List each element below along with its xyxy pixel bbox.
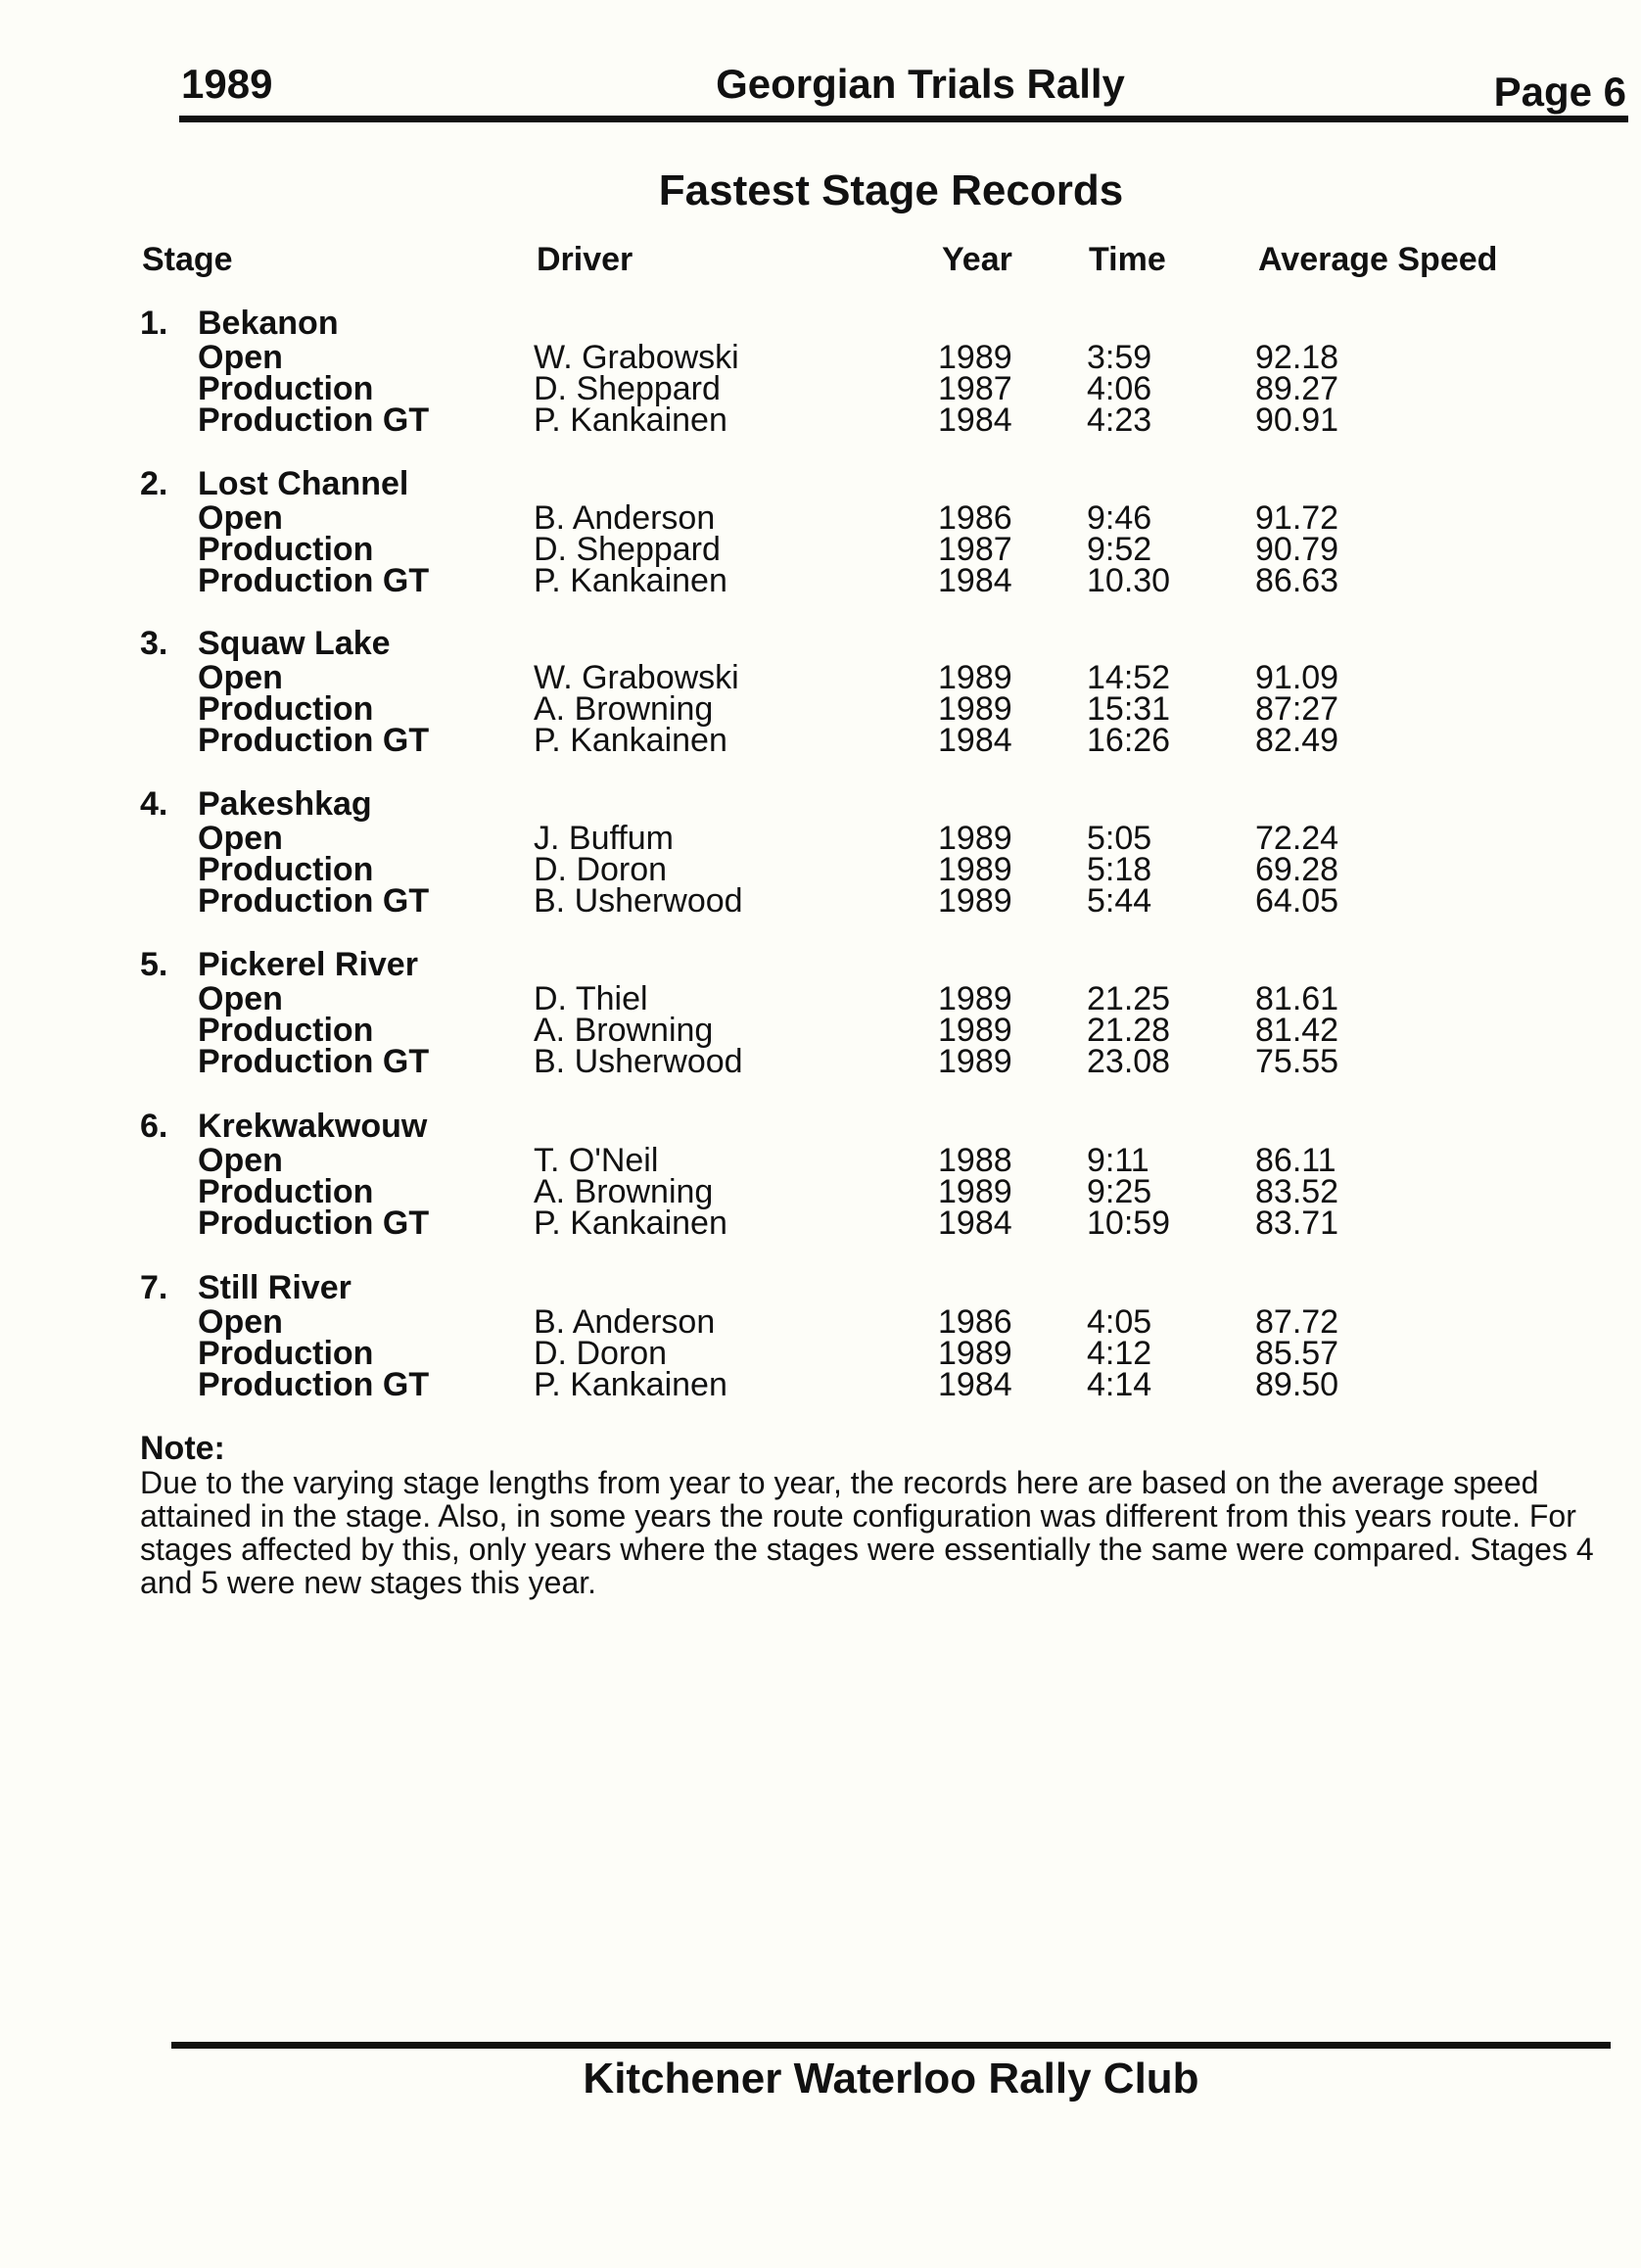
- record-year: 1989: [938, 1043, 1012, 1080]
- average-speed: 91.09: [1255, 659, 1339, 696]
- record-year: 1989: [938, 659, 1012, 696]
- record-year: 1989: [938, 882, 1012, 920]
- class-label: Production GT: [198, 1205, 430, 1242]
- average-speed: 64.05: [1255, 882, 1339, 920]
- table-row: [0, 1366, 1641, 1403]
- stage-time: 4:12: [1087, 1335, 1152, 1372]
- column-header-time: Time: [1089, 241, 1166, 278]
- average-speed: 75.55: [1255, 1043, 1339, 1080]
- record-year: 1989: [938, 820, 1012, 857]
- class-label: Production GT: [198, 1366, 430, 1403]
- class-label: Production GT: [198, 722, 430, 759]
- record-year: 1989: [938, 690, 1012, 728]
- average-speed: 81.61: [1255, 980, 1339, 1017]
- class-label: Open: [198, 659, 283, 696]
- average-speed: 85.57: [1255, 1335, 1339, 1372]
- class-label: Open: [198, 1303, 283, 1341]
- stage-time: 5:18: [1087, 851, 1152, 888]
- stage-time: 23.08: [1087, 1043, 1171, 1080]
- driver-name: B. Usherwood: [534, 882, 743, 920]
- driver-name: T. O'Neil: [534, 1142, 659, 1179]
- class-label: Production: [198, 1012, 374, 1049]
- stage-name: Still River: [198, 1269, 352, 1306]
- stage-name: Krekwakwouw: [198, 1108, 428, 1145]
- class-label: Open: [198, 339, 283, 376]
- record-year: 1989: [938, 1173, 1012, 1210]
- footer-club-name: Kitchener Waterloo Rally Club: [583, 2055, 1199, 2103]
- driver-name: D. Sheppard: [534, 370, 721, 407]
- stage-number: 2.: [140, 465, 168, 502]
- stage-block: [0, 465, 1641, 625]
- class-label: Production: [198, 1335, 374, 1372]
- driver-name: D. Doron: [534, 1335, 668, 1372]
- class-label: Production GT: [198, 882, 430, 920]
- stage-time: 4:23: [1087, 402, 1152, 439]
- stage-number: 6.: [140, 1108, 168, 1145]
- driver-name: P. Kankainen: [534, 402, 727, 439]
- table-row: [0, 404, 1641, 437]
- average-speed: 81.42: [1255, 1012, 1339, 1049]
- section-title: Fastest Stage Records: [658, 166, 1124, 214]
- class-label: Open: [198, 499, 283, 537]
- driver-name: A. Browning: [534, 1173, 714, 1210]
- document-title: Georgian Trials Rally: [716, 61, 1125, 107]
- driver-name: J. Buffum: [534, 820, 674, 857]
- footer-rule: [171, 2042, 1611, 2049]
- average-speed: 91.72: [1255, 499, 1339, 537]
- record-year: 1989: [938, 1335, 1012, 1372]
- header-year: 1989: [181, 61, 273, 107]
- stage-number: 1.: [140, 305, 168, 342]
- average-speed: 87.72: [1255, 1303, 1339, 1341]
- table-row: [0, 722, 1641, 759]
- column-header-speed: Average Speed: [1258, 241, 1498, 278]
- class-label: Open: [198, 1142, 283, 1179]
- class-label: Production: [198, 851, 374, 888]
- driver-name: P. Kankainen: [534, 562, 727, 599]
- stage-name: Pakeshkag: [198, 785, 372, 823]
- class-label: Open: [198, 820, 283, 857]
- driver-name: B. Usherwood: [534, 1043, 743, 1080]
- average-speed: 90.79: [1255, 531, 1339, 568]
- record-year: 1989: [938, 1012, 1012, 1049]
- stage-block: [0, 785, 1641, 945]
- stage-block: [0, 307, 1641, 464]
- record-year: 1984: [938, 1205, 1012, 1242]
- stage-name: Squaw Lake: [198, 625, 391, 662]
- driver-name: A. Browning: [534, 1012, 714, 1049]
- driver-name: B. Anderson: [534, 1303, 716, 1341]
- record-year: 1984: [938, 562, 1012, 599]
- stage-time: 4:14: [1087, 1366, 1152, 1403]
- record-year: 1984: [938, 1366, 1012, 1403]
- record-year: 1989: [938, 851, 1012, 888]
- stage-number: 4.: [140, 785, 168, 823]
- note-label: Note:: [140, 1430, 225, 1467]
- driver-name: W. Grabowski: [534, 659, 739, 696]
- record-year: 1984: [938, 402, 1012, 439]
- class-label: Production GT: [198, 562, 430, 599]
- average-speed: 87:27: [1255, 690, 1339, 728]
- record-year: 1984: [938, 722, 1012, 759]
- average-speed: 89.27: [1255, 370, 1339, 407]
- stage-time: 9:25: [1087, 1173, 1152, 1210]
- average-speed: 92.18: [1255, 339, 1339, 376]
- stage-time: 21.25: [1087, 980, 1171, 1017]
- stage-name: Lost Channel: [198, 465, 409, 502]
- average-speed: 69.28: [1255, 851, 1339, 888]
- stage-number: 5.: [140, 946, 168, 983]
- stage-time: 16:26: [1087, 722, 1171, 759]
- stage-name: Bekanon: [198, 305, 339, 342]
- driver-name: B. Anderson: [534, 499, 716, 537]
- average-speed: 72.24: [1255, 820, 1339, 857]
- table-row: [0, 882, 1641, 920]
- stage-time: 9:11: [1087, 1142, 1149, 1179]
- average-speed: 86.11: [1255, 1142, 1336, 1179]
- header-rule: [179, 116, 1628, 122]
- record-year: 1986: [938, 1303, 1012, 1341]
- driver-name: D. Doron: [534, 851, 668, 888]
- stage-block: [0, 1110, 1641, 1267]
- column-header-stage: Stage: [142, 241, 233, 278]
- stage-time: 5:05: [1087, 820, 1152, 857]
- class-label: Production: [198, 531, 374, 568]
- driver-name: W. Grabowski: [534, 339, 739, 376]
- column-header-year: Year: [942, 241, 1012, 278]
- record-year: 1989: [938, 980, 1012, 1017]
- stage-time: 15:31: [1087, 690, 1171, 728]
- stage-time: 4:06: [1087, 370, 1152, 407]
- stage-time: 9:46: [1087, 499, 1152, 537]
- class-label: Production GT: [198, 402, 430, 439]
- average-speed: 82.49: [1255, 722, 1339, 759]
- driver-name: P. Kankainen: [534, 1366, 727, 1403]
- class-label: Production: [198, 370, 374, 407]
- stage-time: 5:44: [1087, 882, 1152, 920]
- class-label: Production: [198, 1173, 374, 1210]
- driver-name: D. Sheppard: [534, 531, 721, 568]
- average-speed: 83.52: [1255, 1173, 1339, 1210]
- stage-name: Pickerel River: [198, 946, 418, 983]
- stage-time: 9:52: [1087, 531, 1152, 568]
- stage-number: 7.: [140, 1269, 168, 1306]
- stage-time: 4:05: [1087, 1303, 1152, 1341]
- stage-block: [0, 1269, 1641, 1429]
- page-number: Page 6: [1493, 69, 1626, 115]
- stage-time: 21.28: [1087, 1012, 1171, 1049]
- stage-time: 14:52: [1087, 659, 1171, 696]
- record-year: 1986: [938, 499, 1012, 537]
- stage-time: 10:59: [1087, 1205, 1171, 1242]
- driver-name: A. Browning: [534, 690, 714, 728]
- stage-block: [0, 946, 1641, 1106]
- average-speed: 89.50: [1255, 1366, 1339, 1403]
- class-label: Production GT: [198, 1043, 430, 1080]
- note-text: Due to the varying stage lengths from year to year, the records here are based on the average speed attained in the stage. Also, in some years the route configuration was different from this years route. For stages affected by this, only years where the stages were essentially the same were compared. Stages 4 and 5 were new stages this year.: [140, 1465, 1594, 1600]
- record-year: 1987: [938, 370, 1012, 407]
- record-year: 1988: [938, 1142, 1012, 1179]
- stage-time: 10.30: [1087, 562, 1171, 599]
- class-label: Open: [198, 980, 283, 1017]
- class-label: Production: [198, 690, 374, 728]
- average-speed: 90.91: [1255, 402, 1339, 439]
- record-year: 1987: [938, 531, 1012, 568]
- average-speed: 83.71: [1255, 1205, 1339, 1242]
- stage-time: 3:59: [1087, 339, 1152, 376]
- table-row: [0, 1043, 1641, 1080]
- driver-name: D. Thiel: [534, 980, 648, 1017]
- table-row: [0, 1207, 1641, 1240]
- average-speed: 86.63: [1255, 562, 1339, 599]
- column-header-driver: Driver: [537, 241, 633, 278]
- stage-block: [0, 625, 1641, 784]
- record-year: 1989: [938, 339, 1012, 376]
- stage-number: 3.: [140, 625, 168, 662]
- driver-name: P. Kankainen: [534, 1205, 727, 1242]
- table-row: [0, 562, 1641, 599]
- driver-name: P. Kankainen: [534, 722, 727, 759]
